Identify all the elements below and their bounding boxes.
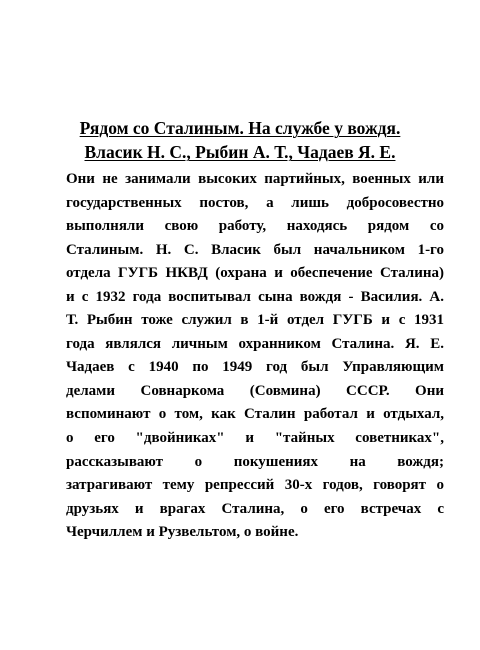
description-line: Черчиллем и Рузвельтом, о войне. <box>66 524 299 541</box>
description-line: Т. Рыбин тоже служил в 1-й отдел ГУГБ и с 1931 <box>66 312 444 329</box>
description-line: о его "двойниках" и "тайных советниках", <box>66 430 444 447</box>
description-line: выполняли свою работу, находясь рядом со <box>66 218 444 235</box>
description-line: Они не занимали высоких партийных, военных или <box>66 171 444 187</box>
description-line: друзьях и врагах Сталина, о его встречах с <box>66 500 444 517</box>
description-line: года являлся личным охранником Сталина. Я. Е. <box>66 335 444 352</box>
book-authors: Власик Н. С., Рыбин А. Т., Чадаев Я. Е. <box>84 142 396 162</box>
description-line: отдела ГУГБ НКВД (охрана и обеспечение Сталина) <box>66 265 444 282</box>
description-line: затрагивают тему репрессий 30-х годов, говорят о <box>66 477 444 494</box>
description-line: государственных постов, а лишь добросовестно <box>66 194 444 211</box>
description-line: делами Совнаркома (Совмина) СССР. Они <box>66 382 444 399</box>
description-line: рассказывают о покушениях на вождя; <box>66 453 444 470</box>
description-line: Чадаев с 1940 по 1949 год был Управляющим <box>66 359 444 376</box>
description-line: и с 1932 года воспитывал сына вождя - Василия. А. <box>66 288 444 305</box>
book-description <box>66 168 444 545</box>
description-line: вспоминают о том, как Сталин работал и отдыхал, <box>66 406 444 423</box>
book-title: Рядом со Сталиным. На службе у вождя. <box>79 118 401 138</box>
description-line: Сталиным. Н. С. Власик был начальником 1-го <box>66 241 444 258</box>
